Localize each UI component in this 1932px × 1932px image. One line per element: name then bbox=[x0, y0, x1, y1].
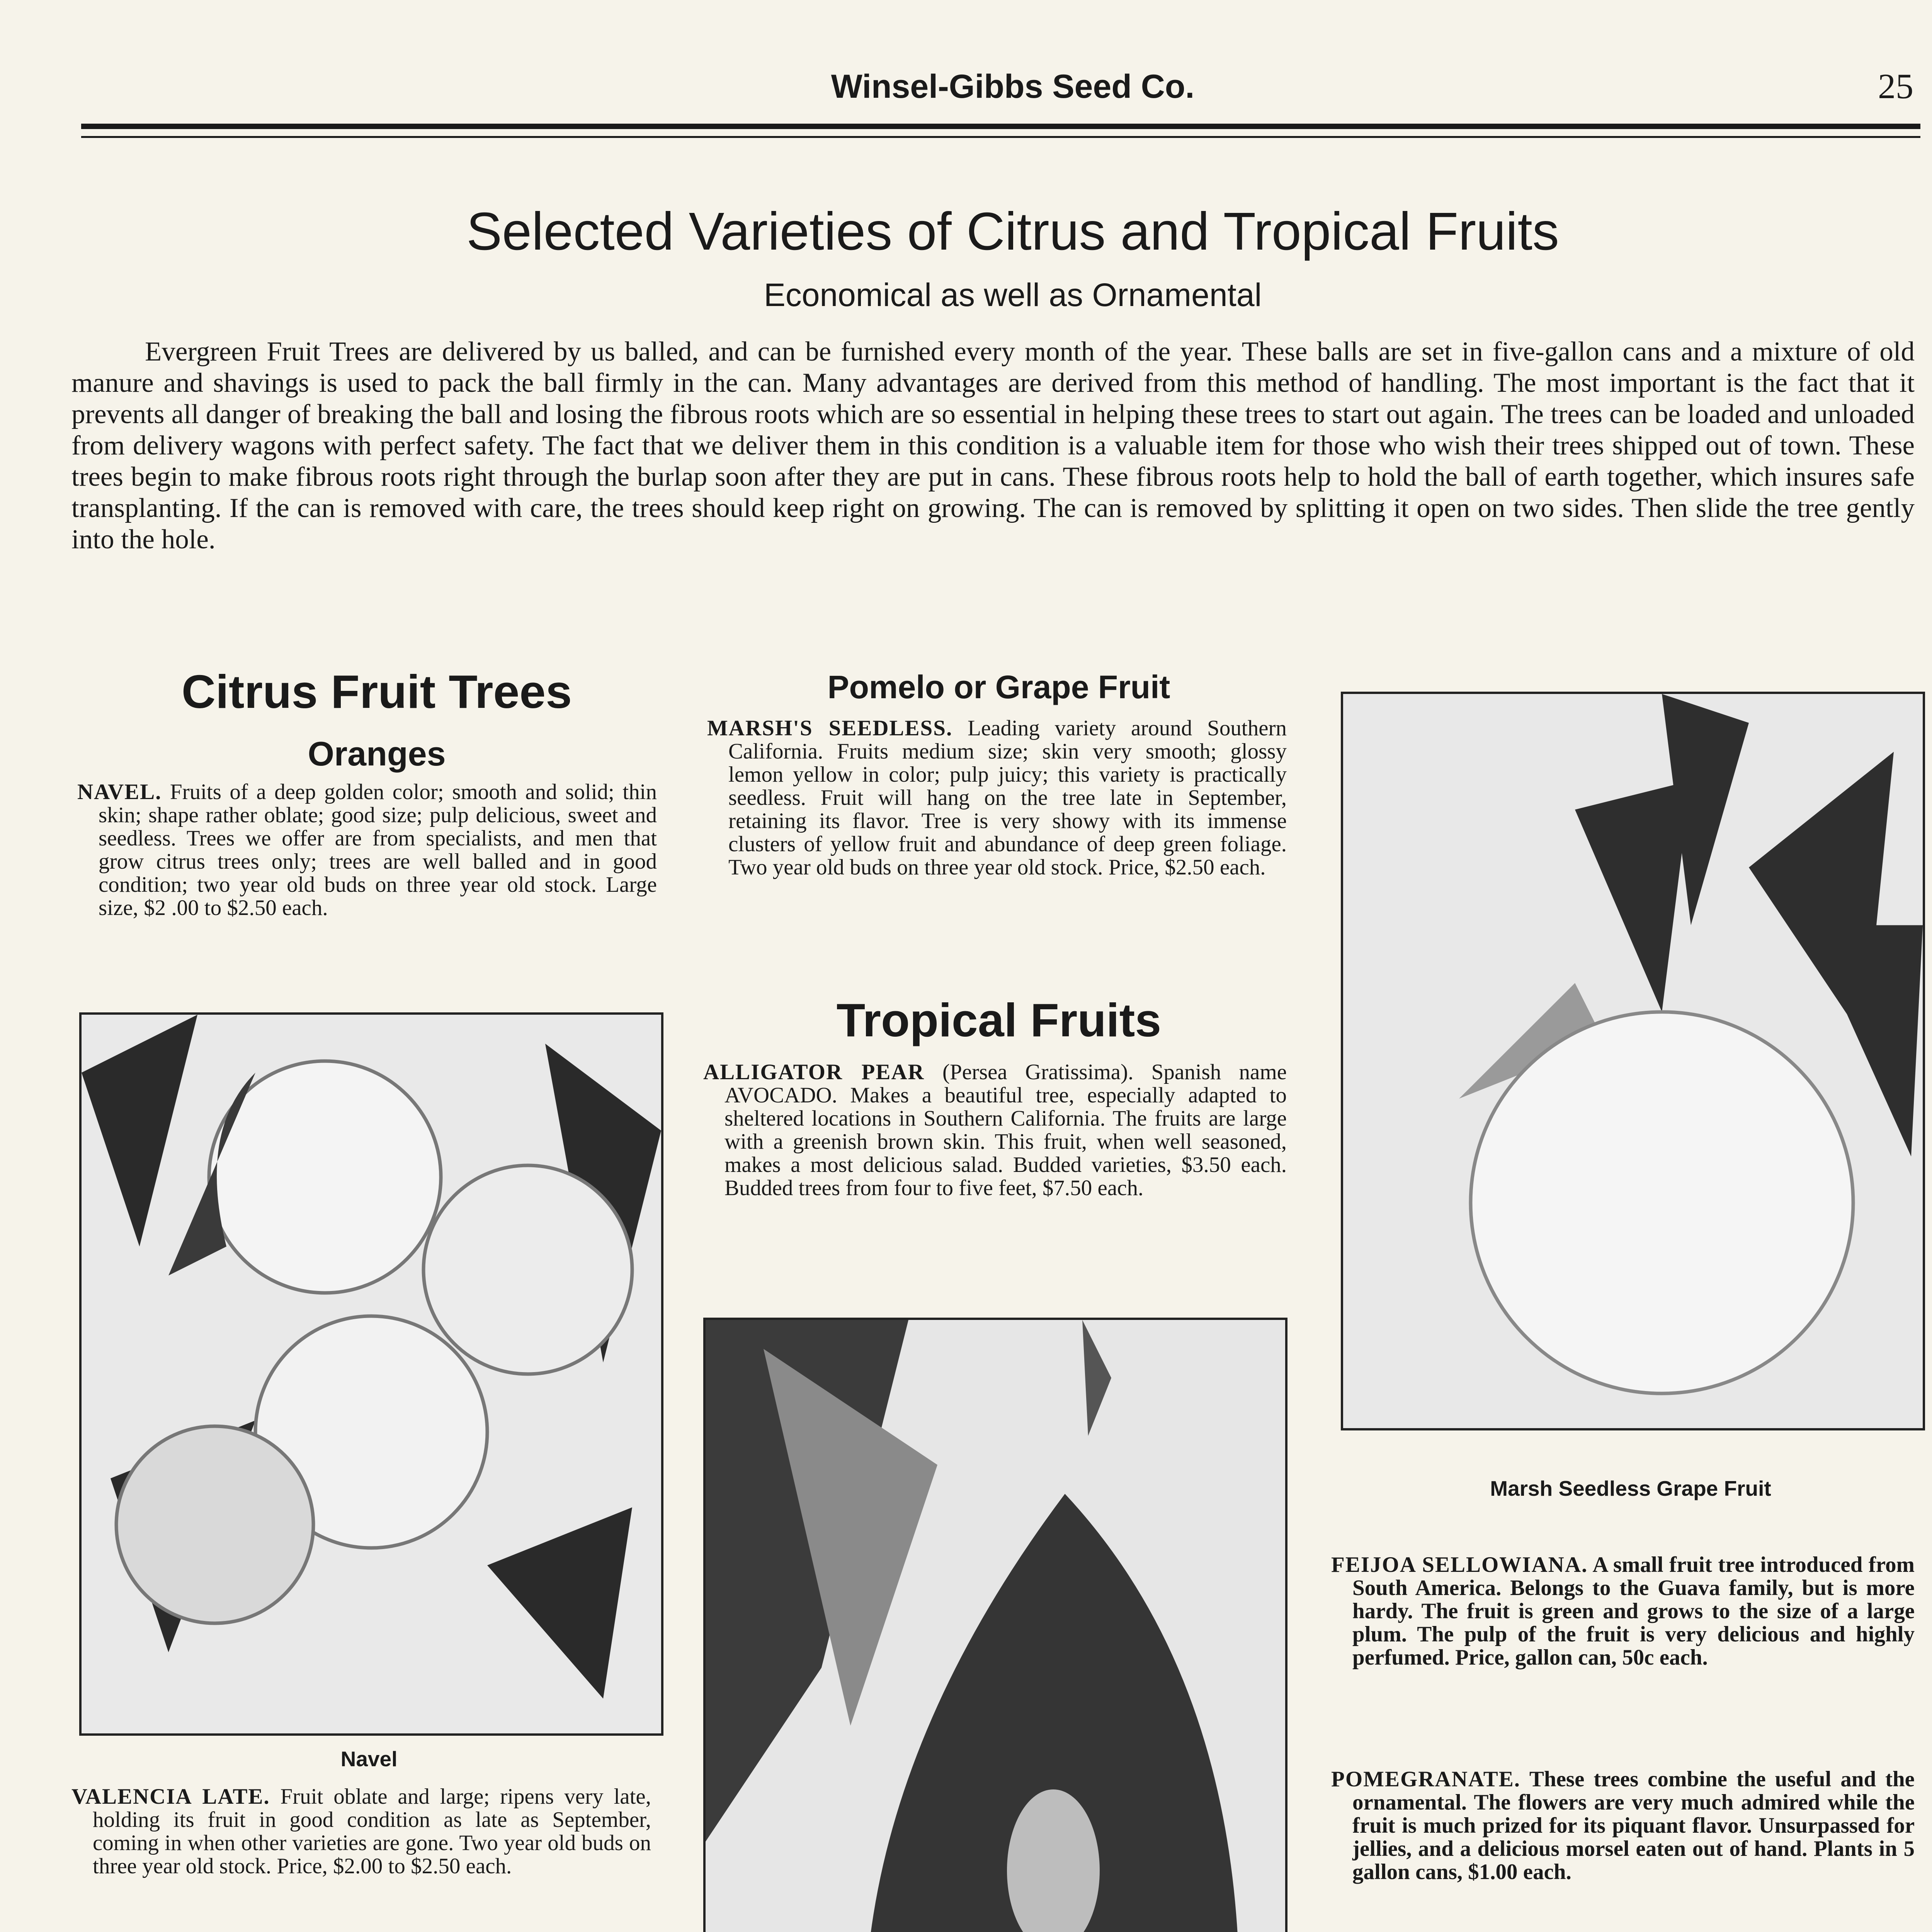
navel-text: Fruits of a deep golden color; smooth and solid; thin skin; shape rather oblate; good size; pulp delicious, sweet and seedless. Trees we offer are from specialists, and men that grow citrus trees only; trees are well balled and in good condition; two year old buds on three year old stock. Large size, $2 .00 to $2.50 each. bbox=[99, 780, 657, 920]
alligator-entry bbox=[703, 1061, 1287, 1200]
grapefruit-image bbox=[1343, 694, 1923, 1428]
header-rule bbox=[81, 124, 1920, 129]
page-number: 25 bbox=[1878, 66, 1913, 106]
valencia-entry bbox=[71, 1785, 651, 1878]
feijoa-text: A small fruit tree introduced from South America. Belongs to the Guava family, but is more hardy. The fruit is green and grows to the size of a large plum. The pulp of the fruit is very delicious and highly perfumed. Price, gallon can, 50c each. bbox=[1352, 1553, 1915, 1670]
marsh-name: MARSH'S SEEDLESS. bbox=[707, 716, 953, 740]
header-rule-thin bbox=[81, 136, 1920, 138]
page-title: Selected Varieties of Citrus and Tropical Fruits bbox=[466, 202, 1559, 261]
avocado-photo bbox=[703, 1318, 1287, 1932]
navel-caption: Navel bbox=[340, 1747, 398, 1771]
alligator-name: ALLIGATOR PEAR bbox=[703, 1060, 925, 1084]
navel-photo bbox=[79, 1012, 663, 1736]
navel-name: NAVEL. bbox=[77, 780, 162, 804]
pomelo-heading: Pomelo or Grape Fruit bbox=[827, 669, 1170, 705]
pomegranate-text: These trees combine the useful and the ornamental. The flowers are very much admired while the fruit is much prized for its piquant flavor. Unsurpassed for jellies, and a delicious morsel eaten out of hand. Plants in 5 gallon cans, $1.00 each. bbox=[1352, 1767, 1915, 1884]
feijoa-name: FEIJOA SELLOWIANA. bbox=[1331, 1553, 1588, 1577]
valencia-name: VALENCIA LATE. bbox=[71, 1784, 270, 1809]
valencia-text: Fruit oblate and large; ripens very late, holding its fruit in good condition as late as September, coming in when other varieties are gone. Two year old buds on three year old stock. Price, $2.00 to $2.50 each. bbox=[93, 1784, 651, 1878]
grapefruit-photo bbox=[1341, 692, 1925, 1430]
navel-entry bbox=[77, 781, 657, 920]
pomegranate-name: POMEGRANATE. bbox=[1331, 1767, 1521, 1791]
feijoa-entry bbox=[1331, 1553, 1915, 1669]
grapefruit-caption: Marsh Seedless Grape Fruit bbox=[1490, 1476, 1771, 1500]
company-name: Winsel-Gibbs Seed Co. bbox=[831, 68, 1195, 105]
alligator-text: (Persea Gratissima). Spanish name AVOCADO. Makes a beautiful tree, especially adapted to sheltered locations in Southern California. The fruits are large with a greenish brown skin. This fruit, when well seasoned, makes a most delicious salad. Budded varieties, $3.50 each. Budded trees from four to five feet, $7.50 each. bbox=[724, 1060, 1287, 1200]
page-subtitle: Economical as well as Ornamental bbox=[764, 277, 1262, 313]
oranges-heading: Oranges bbox=[308, 735, 446, 773]
oranges-image bbox=[82, 1015, 661, 1733]
citrus-heading: Citrus Fruit Trees bbox=[181, 665, 572, 718]
pomegranate-entry bbox=[1331, 1768, 1915, 1884]
marsh-text: Leading variety around Southern California. Fruits medium size; skin very smooth; glossy lemon yellow in color; pulp juicy; this variety is practically seedless. Fruit will hang on the tree late in September, retaining its flavor. Tree is very showy with its immense clusters of yellow fruit and abundance of deep green foliage. Two year old buds on three year old stock. Price, $2.50 each. bbox=[728, 716, 1287, 879]
intro-paragraph: Evergreen Fruit Trees are delivered by us balled, and can be furnished every month of the year. These balls are set in five-gallon cans and a mixture of old manure and shavings is used to pack the ball firmly in the can. Many advantages are derived from this method of handling. The most important is the fact that it prevents all danger of breaking the ball and losing the fibrous roots which are so essential in helping these trees to start out again. The trees can be loaded and unloaded from delivery wagons with perfect safety. The fact that we deliver them in this condition is a valuable item for those who wish their trees shipped out of town. These trees begin to make fibrous roots right through the burlap soon after they are put in cans. These fibrous roots help to hold the ball of earth together, which insures safe transplanting. If the can is removed with care, the trees should keep right on growing. The can is removed by splitting it open on two sides. Then slide the tree gently into the hole. bbox=[71, 337, 1915, 554]
marsh-entry bbox=[707, 717, 1287, 879]
tropical-heading: Tropical Fruits bbox=[836, 994, 1162, 1046]
avocado-image bbox=[706, 1320, 1285, 1932]
